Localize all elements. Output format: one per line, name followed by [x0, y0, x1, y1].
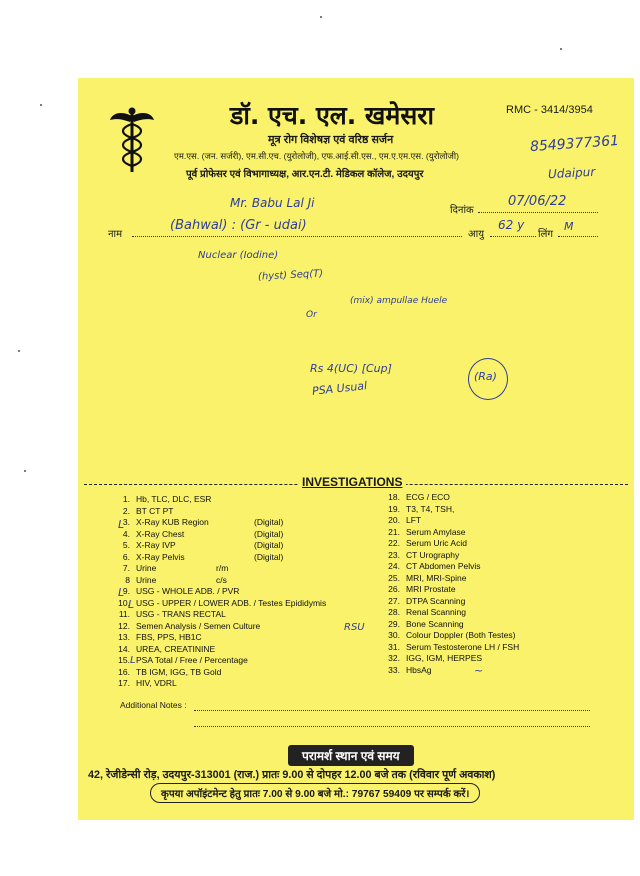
investigation-label: Bone Scanning: [406, 618, 464, 629]
investigation-item: [378, 619, 464, 629]
investigation-item: [378, 550, 459, 560]
scan-speck: [18, 350, 20, 352]
investigation-number: 30.: [388, 630, 400, 640]
investigation-number: 19.: [388, 503, 400, 514]
investigation-item: [378, 653, 482, 663]
clinic-address: 42, रेजीडेन्सी रोड़, उदयपुर-313001 (राज.) प्रातः 9.00 से दोपहर 12.00 बजे तक (रविवार पूर्ण अवकाश): [88, 769, 496, 781]
investigation-number: 6.: [122, 551, 130, 562]
investigation-qualifier: (Digital): [254, 551, 284, 562]
investigation-item: [108, 644, 215, 654]
degrees: एम.एस. (जन. सर्जरी), एम.सी.एच. (युरोलोजी), एफ.आई.सी.एस., एम.ए.एम.एस. (युरोलोजी): [174, 151, 459, 161]
investigation-label: T3, T4, TSH,: [406, 503, 455, 514]
investigation-item: [108, 517, 284, 527]
handwritten-note: Or: [306, 310, 317, 320]
investigation-item: [378, 561, 481, 571]
tick-mark: ~: [474, 664, 484, 677]
investigation-item: [378, 504, 454, 514]
designation: पूर्व प्रोफेसर एवं विभागाध्यक्ष, आर.एन.टी. मेडिकल कॉलेज, उदयपुर: [186, 169, 424, 180]
investigation-item: [108, 598, 326, 608]
investigation-label: X-Ray Pelvis: [136, 551, 185, 562]
investigation-item: [378, 515, 421, 525]
handwritten-note: Nuclear (Iodine): [198, 250, 279, 261]
investigation-item: [108, 551, 284, 562]
investigation-number: 29.: [388, 618, 400, 629]
tick-mark: L: [128, 598, 135, 611]
prescription-pad: [78, 78, 634, 820]
investigation-label: USG - WHOLE ADB. / PVR: [136, 586, 240, 596]
date-label: दिनांक: [450, 205, 474, 216]
investigation-label: ECG / ECO: [406, 492, 450, 502]
investigation-number: 28.: [388, 607, 400, 617]
investigation-number: 27.: [388, 595, 400, 606]
handwritten-note: (Ra): [474, 370, 497, 383]
investigation-number: 4.: [122, 528, 130, 539]
investigation-number: 32.: [388, 653, 400, 663]
investigation-item: [108, 621, 260, 631]
sex-label: लिंग: [538, 229, 553, 240]
investigation-number: 12.: [118, 620, 130, 631]
handwritten-age: 62 y: [498, 218, 525, 232]
investigation-label: MRI Prostate: [406, 584, 456, 594]
handwritten-note: PSA Usual: [311, 379, 368, 398]
speciality: मूत्र रोग विशेषज्ञ एवं वरिष्ठ सर्जन: [268, 134, 394, 146]
investigation-item: [378, 492, 450, 502]
investigation-number: 3.: [122, 517, 130, 527]
handwritten-patient-name: (Bahwal) : (Gr - udai): [170, 218, 307, 233]
investigation-label: TB IGM, IGG, TB Gold: [136, 666, 222, 677]
scan-speck: [40, 104, 42, 106]
investigation-number: 33.: [388, 664, 400, 675]
investigation-label: Urine: [136, 563, 157, 573]
notes-line-1: [194, 710, 590, 711]
investigation-item: [378, 573, 466, 583]
investigation-label: FBS, PPS, HB1C: [136, 632, 202, 642]
investigation-label: X-Ray IVP: [136, 540, 176, 550]
investigation-item: [378, 642, 519, 652]
investigation-item: [108, 494, 211, 504]
registration-number: RMC - 3414/3954: [506, 104, 593, 116]
tick-mark: L: [118, 518, 125, 531]
investigation-item: [108, 528, 284, 539]
investigation-qualifier: c/s: [216, 574, 227, 585]
investigation-number: 17.: [118, 678, 130, 688]
date-line: [478, 212, 598, 213]
investigation-number: 11.: [118, 609, 130, 619]
consultation-banner: परामर्श स्थान एवं समय: [288, 745, 414, 766]
investigation-item: [108, 506, 173, 516]
investigation-label: HbsAg: [406, 664, 432, 675]
handwritten-rsu: RSU: [344, 622, 365, 633]
investigation-number: 1.: [122, 494, 130, 504]
sex-line: [558, 236, 598, 237]
investigation-label: UREA, CREATININE: [136, 643, 216, 654]
investigation-item: [108, 655, 248, 665]
investigation-label: Serum Uric Acid: [406, 538, 467, 548]
investigation-number: 22.: [388, 538, 400, 548]
investigation-qualifier: (Digital): [254, 528, 284, 539]
handwritten-note: (hyst) Seq(T): [257, 268, 324, 283]
investigation-number: 7.: [122, 563, 130, 573]
caduceus-icon: [108, 106, 156, 174]
investigation-label: USG - TRANS RECTAL: [136, 609, 226, 619]
investigation-number: 24.: [388, 561, 400, 571]
investigation-qualifier: r/m: [216, 563, 229, 573]
investigation-label: Urine: [136, 574, 157, 585]
investigation-label: LFT: [406, 515, 422, 525]
investigation-label: Serum Testosterone LH / FSH: [406, 641, 520, 652]
investigation-label: Serum Amylase: [406, 526, 466, 537]
investigation-item: [378, 607, 466, 617]
investigation-number: 10.: [118, 597, 130, 608]
investigation-label: Hb, TLC, DLC, ESR: [136, 494, 212, 504]
notes-line-2: [194, 726, 590, 727]
investigation-item: [108, 609, 226, 619]
investigation-label: HIV, VDRL: [136, 678, 177, 688]
name-label: नाम: [108, 229, 123, 240]
investigation-item: [378, 538, 467, 548]
handwritten-referrer: Mr. Babu Lal Ji: [230, 196, 315, 210]
investigation-item: [378, 630, 515, 640]
investigation-number: 23.: [388, 549, 400, 560]
investigation-number: 18.: [388, 492, 400, 502]
investigation-label: X-Ray KUB Region: [136, 517, 209, 527]
investigation-item: [378, 665, 432, 675]
investigation-number: 26.: [388, 584, 400, 594]
investigation-label: IGG, IGM, HERPES: [406, 653, 483, 663]
investigation-number: 5.: [122, 540, 130, 550]
investigation-item: [108, 586, 239, 596]
investigation-number: 13.: [118, 632, 130, 642]
investigation-number: 31.: [388, 641, 400, 652]
investigation-number: 8: [125, 574, 130, 585]
investigation-number: 9.: [122, 586, 130, 596]
investigation-number: 21.: [388, 526, 400, 537]
investigation-label: X-Ray Chest: [136, 528, 185, 539]
handwritten-note: (mix) ampullae Huele: [350, 296, 448, 306]
tick-mark: L: [118, 586, 125, 599]
investigation-label: PSA Total / Free / Percentage: [136, 655, 248, 665]
additional-notes-label: Additional Notes :: [120, 700, 187, 710]
investigation-label: Semen Analysis / Semen Culture: [136, 620, 261, 631]
investigation-label: MRI, MRI-Spine: [406, 572, 467, 583]
investigation-label: CT Abdomen Pelvis: [406, 561, 481, 571]
investigation-number: 2.: [122, 505, 130, 516]
investigation-item: [108, 574, 227, 585]
handwritten-sex: M: [564, 220, 574, 233]
investigation-item: [108, 632, 202, 642]
investigation-item: [378, 527, 466, 537]
age-line: [490, 236, 536, 237]
handwritten-note: Rs 4(UC) [Cup]: [310, 362, 392, 375]
investigation-number: 25.: [388, 572, 400, 583]
appointment-info: कृपया अपॉइंटमेन्ट हेतु प्रातः 7.00 से 9.00 बजे मो.: 79767 59409 पर सम्पर्क करें।: [150, 783, 480, 803]
investigation-label: Renal Scanning: [406, 607, 467, 617]
investigation-item: [108, 667, 221, 677]
investigation-number: 14.: [118, 643, 130, 654]
investigation-label: Colour Doppler (Both Testes): [406, 630, 516, 640]
scan-speck: [320, 16, 322, 18]
investigations-heading: INVESTIGATIONS: [298, 475, 406, 489]
handwritten-date: 07/06/22: [508, 194, 567, 209]
investigation-number: 16.: [118, 666, 130, 677]
name-line: [132, 236, 462, 237]
investigation-label: DTPA Scanning: [406, 595, 466, 606]
handwritten-phone: 8549377361: [529, 132, 620, 156]
investigation-number: 15.: [118, 655, 130, 665]
investigation-label: BT CT PT: [136, 505, 174, 516]
investigation-qualifier: (Digital): [254, 517, 284, 527]
investigation-item: [108, 563, 229, 573]
investigation-item: [108, 540, 284, 550]
investigation-qualifier: (Digital): [254, 540, 284, 550]
investigation-item: [378, 596, 465, 606]
investigation-item: [378, 584, 456, 594]
investigation-number: 20.: [388, 515, 400, 525]
investigation-label: USG - UPPER / LOWER ADB. / Testes Epididymis: [136, 597, 327, 608]
scan-speck: [24, 470, 26, 472]
investigation-item: [108, 678, 177, 688]
age-label: आयु: [468, 229, 485, 240]
doctor-name: डॉ. एच. एल. खमेसरा: [230, 101, 434, 130]
scan-speck: [560, 48, 562, 50]
handwritten-city: Udaipur: [547, 164, 596, 182]
tick-mark: L: [130, 655, 136, 666]
investigation-label: CT Urography: [406, 549, 460, 560]
